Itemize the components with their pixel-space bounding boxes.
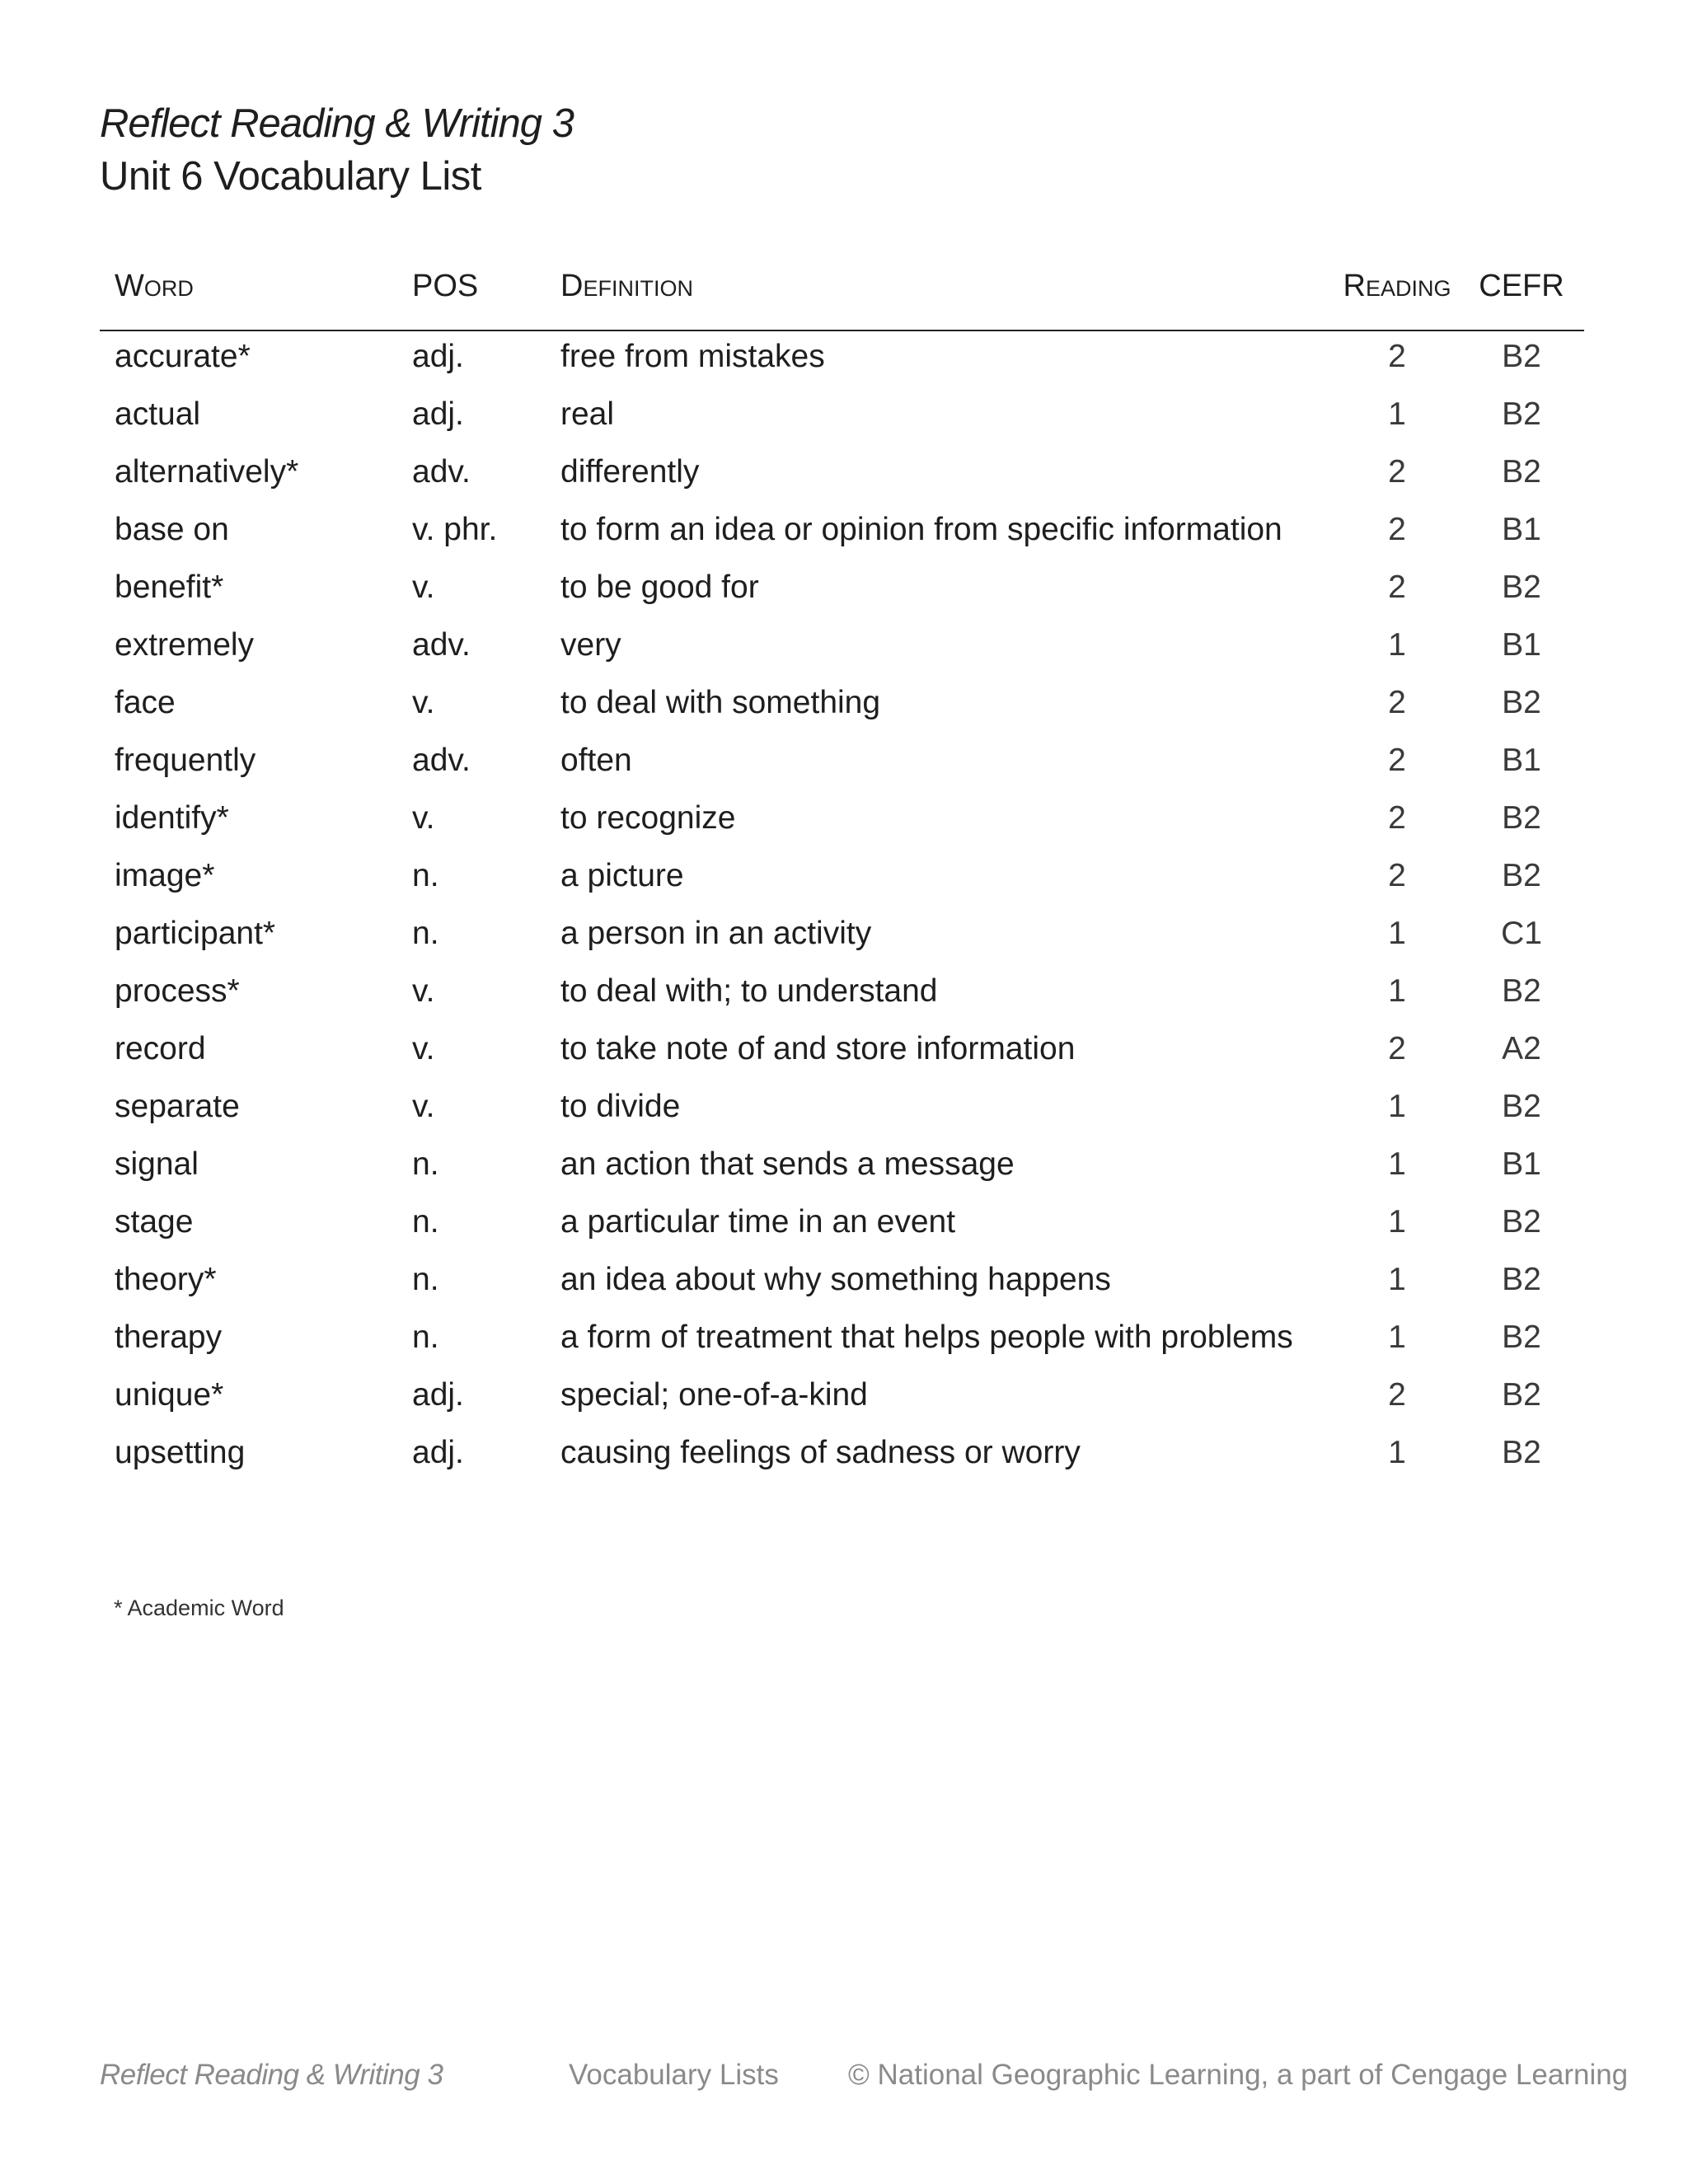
table-row: [100, 971, 1584, 1029]
pos-cell: n.: [412, 858, 439, 893]
pos-cell: v. phr.: [412, 512, 498, 547]
pos-cell: v.: [412, 1031, 435, 1066]
definition-cell: a person in an activity: [560, 916, 872, 951]
definition-cell: often: [560, 743, 632, 778]
cefr-cell: B2: [1502, 685, 1541, 720]
word-cell: upsetting: [115, 1435, 246, 1470]
reading-cell: 1: [1388, 1146, 1406, 1182]
word-cell: signal: [115, 1146, 199, 1182]
cefr-cell: B2: [1502, 1262, 1541, 1297]
footer-copyright: © National Geographic Learning, a part of Cengage Learning: [848, 2059, 1629, 2091]
table-row: [100, 1259, 1584, 1317]
word-cell: participant*: [115, 916, 276, 951]
reading-cell: 2: [1388, 685, 1406, 720]
cefr-cell: B2: [1502, 1089, 1541, 1124]
pos-cell: n.: [412, 916, 439, 951]
footer-section: Vocabulary Lists: [569, 2059, 779, 2091]
reading-cell: 2: [1388, 800, 1406, 836]
word-cell: separate: [115, 1089, 240, 1124]
definition-cell: real: [560, 396, 615, 432]
reading-cell: 2: [1388, 1377, 1406, 1413]
definition-cell: a form of treatment that helps people with problems: [560, 1319, 1293, 1355]
pos-cell: adv.: [412, 627, 471, 663]
table-row: [100, 509, 1584, 567]
definition-cell: special; one-of-a-kind: [560, 1377, 868, 1413]
definition-cell: to take note of and store information: [560, 1031, 1076, 1066]
book-title: Reflect Reading & Writing 3: [100, 101, 574, 146]
definition-cell: a particular time in an event: [560, 1204, 956, 1240]
pos-cell: n.: [412, 1146, 439, 1182]
reading-cell: 1: [1388, 973, 1406, 1009]
reading-cell: 1: [1388, 1435, 1406, 1470]
pos-cell: adj.: [412, 339, 464, 374]
definition-cell: free from mistakes: [560, 339, 825, 374]
word-cell: frequently: [115, 743, 256, 778]
reading-cell: 2: [1388, 1031, 1406, 1066]
table-row: [100, 1144, 1584, 1202]
pos-cell: adj.: [412, 396, 464, 432]
cefr-cell: B1: [1502, 627, 1541, 663]
pos-cell: adv.: [412, 743, 471, 778]
cefr-cell: A2: [1502, 1031, 1541, 1066]
definition-cell: to deal with; to understand: [560, 973, 938, 1009]
reading-cell: 1: [1388, 1089, 1406, 1124]
word-cell: identify*: [115, 800, 229, 836]
word-cell: accurate*: [115, 339, 251, 374]
cefr-cell: C1: [1501, 916, 1542, 951]
column-header-cefr: CEFR: [1459, 269, 1584, 330]
table-row: [100, 740, 1584, 798]
word-cell: theory*: [115, 1262, 217, 1297]
word-cell: stage: [115, 1204, 194, 1240]
cefr-cell: B2: [1502, 396, 1541, 432]
reading-cell: 2: [1388, 512, 1406, 547]
table-row: [100, 913, 1584, 971]
pos-cell: adj.: [412, 1377, 464, 1413]
definition-cell: to be good for: [560, 569, 759, 605]
footnote: * Academic Word: [114, 1596, 284, 1620]
cefr-cell: B2: [1502, 569, 1541, 605]
reading-cell: 1: [1388, 396, 1406, 432]
reading-cell: 1: [1388, 1262, 1406, 1297]
word-cell: actual: [115, 396, 201, 432]
table-row: [100, 1086, 1584, 1144]
cefr-cell: B1: [1502, 512, 1541, 547]
column-header-reading: Reading: [1335, 269, 1459, 330]
table-row: [100, 1375, 1584, 1432]
cefr-cell: B2: [1502, 339, 1541, 374]
word-cell: process*: [115, 973, 240, 1009]
word-cell: base on: [115, 512, 229, 547]
cefr-cell: B2: [1502, 454, 1541, 490]
word-cell: unique*: [115, 1377, 224, 1413]
definition-cell: an action that sends a message: [560, 1146, 1015, 1182]
reading-cell: 2: [1388, 454, 1406, 490]
pos-cell: v.: [412, 1089, 435, 1124]
cefr-cell: B2: [1502, 1435, 1541, 1470]
table-row: [100, 855, 1584, 913]
definition-cell: an idea about why something happens: [560, 1262, 1111, 1297]
table-row: [100, 394, 1584, 452]
footer-book-title: Reflect Reading & Writing 3: [100, 2059, 443, 2091]
table-row: [100, 625, 1584, 682]
table-row: [100, 1317, 1584, 1375]
word-cell: face: [115, 685, 176, 720]
definition-cell: a picture: [560, 858, 684, 893]
definition-cell: very: [560, 627, 621, 663]
cefr-cell: B1: [1502, 743, 1541, 778]
reading-cell: 1: [1388, 627, 1406, 663]
pos-cell: v.: [412, 800, 435, 836]
cefr-cell: B2: [1502, 973, 1541, 1009]
vocabulary-table: [100, 269, 1584, 1490]
table-row: [100, 1432, 1584, 1490]
definition-cell: to deal with something: [560, 685, 881, 720]
cefr-cell: B2: [1502, 1204, 1541, 1240]
column-header-pos: POS: [412, 269, 560, 330]
pos-cell: n.: [412, 1204, 439, 1240]
reading-cell: 2: [1388, 339, 1406, 374]
definition-cell: differently: [560, 454, 700, 490]
word-cell: alternatively*: [115, 454, 299, 490]
table-row: [100, 682, 1584, 740]
reading-cell: 2: [1388, 858, 1406, 893]
column-header-word: Word: [100, 269, 412, 330]
word-cell: record: [115, 1031, 206, 1066]
pos-cell: v.: [412, 973, 435, 1009]
word-cell: therapy: [115, 1319, 223, 1355]
reading-cell: 1: [1388, 916, 1406, 951]
reading-cell: 1: [1388, 1319, 1406, 1355]
header-row: [100, 269, 1584, 330]
table-body: [100, 330, 1584, 1490]
definition-cell: to recognize: [560, 800, 736, 836]
pos-cell: adj.: [412, 1435, 464, 1470]
table-header: [100, 269, 1584, 330]
table-row: [100, 798, 1584, 855]
cefr-cell: B2: [1502, 1377, 1541, 1413]
cefr-cell: B2: [1502, 858, 1541, 893]
pos-cell: n.: [412, 1262, 439, 1297]
definition-cell: to form an idea or opinion from specific information: [560, 512, 1282, 547]
table-row: [100, 1202, 1584, 1259]
cefr-cell: B1: [1502, 1146, 1541, 1182]
word-cell: extremely: [115, 627, 255, 663]
pos-cell: n.: [412, 1319, 439, 1355]
cefr-cell: B2: [1502, 800, 1541, 836]
reading-cell: 1: [1388, 1204, 1406, 1240]
word-cell: image*: [115, 858, 215, 893]
pos-cell: adv.: [412, 454, 471, 490]
reading-cell: 2: [1388, 743, 1406, 778]
word-cell: benefit*: [115, 569, 224, 605]
pos-cell: v.: [412, 569, 435, 605]
column-header-definition: Definition: [560, 269, 1335, 330]
page-title: Unit 6 Vocabulary List: [100, 154, 481, 199]
pos-cell: v.: [412, 685, 435, 720]
definition-cell: causing feelings of sadness or worry: [560, 1435, 1081, 1470]
table-row: [100, 452, 1584, 509]
table-row: [100, 1029, 1584, 1086]
reading-cell: 2: [1388, 569, 1406, 605]
definition-cell: to divide: [560, 1089, 681, 1124]
cefr-cell: B2: [1502, 1319, 1541, 1355]
table-row: [100, 330, 1584, 394]
table-row: [100, 567, 1584, 625]
